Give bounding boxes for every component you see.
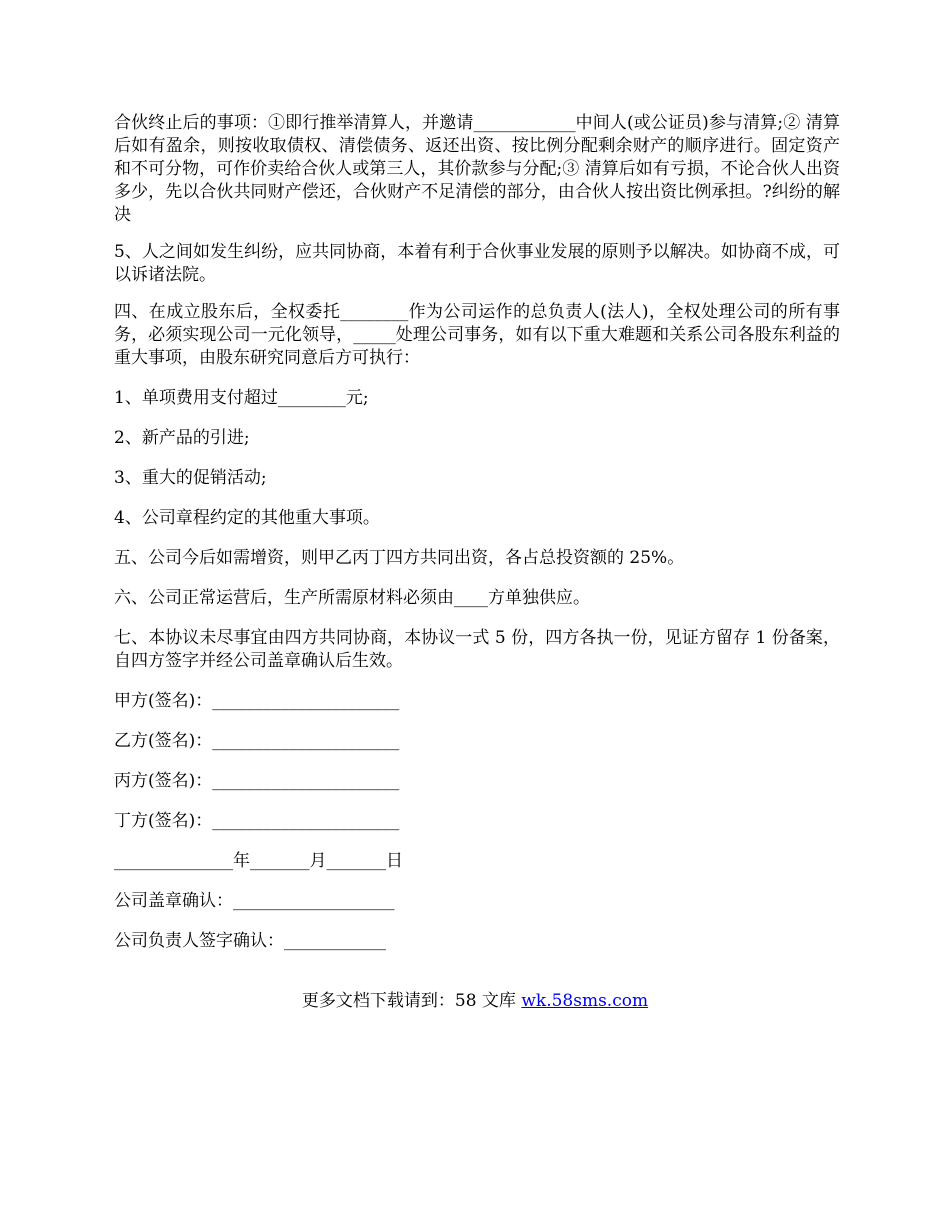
list-item: 4、公司章程约定的其他重大事项。	[114, 508, 380, 528]
company-seal-line: 公司盖章确认：___________________	[114, 891, 395, 911]
company-head-signature-line: 公司负责人签字确认：____________	[114, 931, 386, 951]
list-item: 2、新产品的引进;	[114, 428, 250, 448]
signature-party-a: 甲方(签名)：______________________	[114, 691, 400, 711]
paragraph-authorization: 四、在成立股东后，全权委托________作为公司运作的总负责人(法人)，全权处理公司的所有事务，必须实现公司一元化领导，_____处理公司事务，如有以下重大难题和关系公司各股东利益的重大事项，由股东研究同意后方可执行：	[114, 302, 840, 368]
paragraph-dispute: 5、人之间如发生纠纷，应共同协商，本着有利于合伙事业发展的原则予以解决。如协商不成，可以诉诸法院。	[114, 242, 840, 285]
signature-party-b: 乙方(签名)：______________________	[114, 731, 400, 751]
footer-text: 更多文档下载请到：58 文库	[301, 991, 522, 1011]
document-body	[114, 112, 840, 970]
paragraph-liquidation: 合伙终止后的事项：①即行推举清算人，并邀请____________中间人(或公证员)参与清算;② 清算后如有盈余，则按收取债权、清偿债务、返还出资、按比例分配剩余财产的顺序进行。固定资产和不可分物，可作价卖给合伙人或第三人，其价款参与分配;③ 清算后如有亏损，不论合伙人出资多少，先以合伙共同财产偿还，合伙财产不足清偿的部分，由合伙人按出资比例承担。?纠纷的解决	[114, 113, 840, 225]
footer	[0, 990, 950, 1013]
footer-link[interactable]: wk.58sms.com	[521, 991, 649, 1011]
list-item: 1、单项费用支付超过________元;	[114, 388, 369, 408]
signature-party-d: 丁方(签名)：______________________	[114, 811, 400, 831]
list-item: 3、重大的促销活动;	[114, 468, 267, 488]
paragraph-supply: 六、公司正常运营后，生产所需原材料必须由____方单独供应。	[114, 588, 590, 608]
date-line: ______________年_______月_______日	[114, 851, 403, 871]
signature-party-c: 丙方(签名)：______________________	[114, 771, 400, 791]
paragraph-effect: 七、本协议未尽事宜由四方共同协商，本协议一式 5 份，四方各执一份，见证方留存 1 份备案，自四方签字并经公司盖章确认后生效。	[114, 628, 840, 671]
paragraph-capital: 五、公司今后如需增资，则甲乙丙丁四方共同出资，各占总投资额的 25%。	[114, 548, 685, 568]
